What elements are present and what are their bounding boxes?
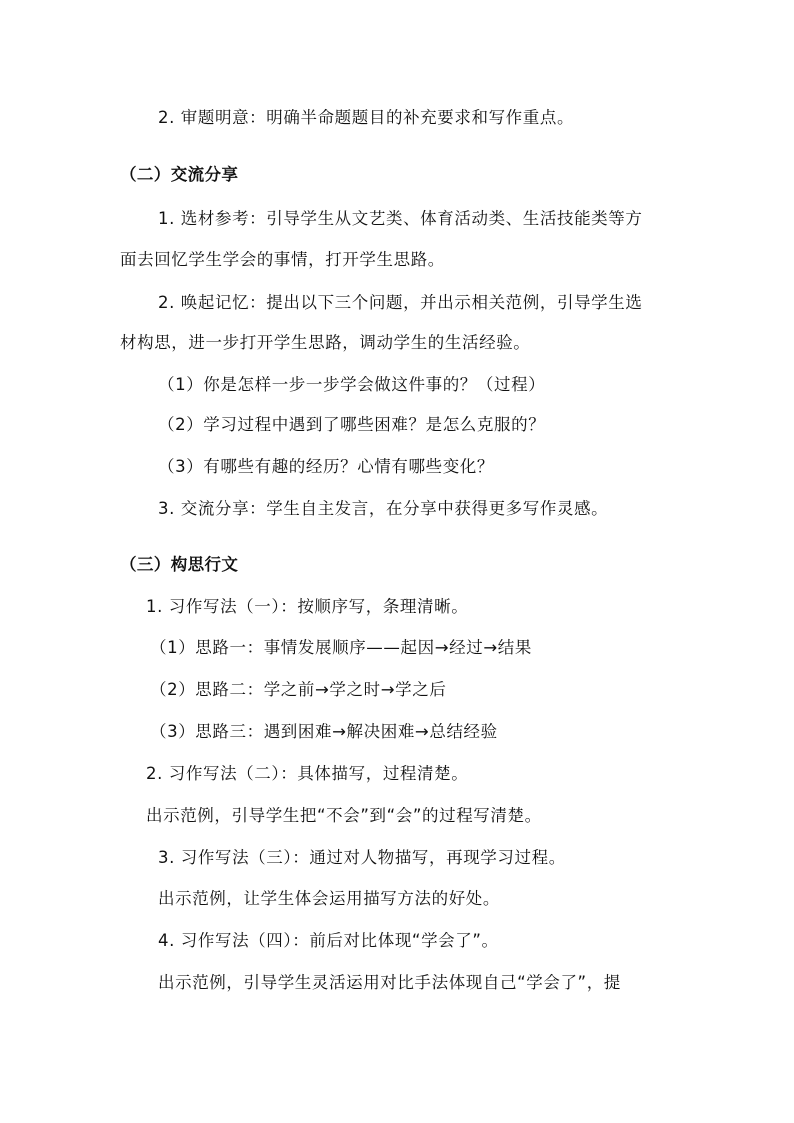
- list-item: （2）学习过程中遇到了哪些困难？是怎么克服的？: [158, 415, 546, 434]
- paragraph-line: 2. 审题明意：明确半命题题目的补充要求和写作重点。: [158, 108, 575, 127]
- paragraph-line: 1. 习作写法（一）：按顺序写，条理清晰。: [146, 597, 469, 616]
- section-heading: （三）构思行文: [120, 555, 239, 574]
- paragraph-line: 出示范例，引导学生把“不会”到“会”的过程写清楚。: [146, 806, 542, 825]
- paragraph-line: 4. 习作写法（四）：前后对比体现“学会了”。: [158, 931, 499, 950]
- paragraph-line: 1. 选材参考：引导学生从文艺类、体育活动类、生活技能类等方: [158, 209, 643, 228]
- paragraph-line: 2. 习作写法（二）：具体描写，过程清楚。: [146, 764, 469, 783]
- list-item: （1）你是怎样一步一步学会做这件事的？（过程）: [158, 375, 546, 394]
- list-item: （1）思路一：事情发展顺序——起因→经过→结果: [150, 638, 532, 657]
- list-item: （3）思路三：遇到困难→解决困难→总结经验: [150, 722, 498, 741]
- paragraph-line: 3. 习作写法（三）：通过对人物描写，再现学习过程。: [158, 848, 566, 867]
- paragraph-line: 3. 交流分享：学生自主发言，在分享中获得更多写作灵感。: [158, 499, 609, 518]
- paragraph-line: 出示范例，让学生体会运用描写方法的好处。: [158, 889, 500, 908]
- section-heading: （二）交流分享: [120, 165, 239, 184]
- paragraph-line: 2. 唤起记忆：提出以下三个问题，并出示相关范例，引导学生选: [158, 293, 643, 312]
- list-item: （3）有哪些有趣的经历？心情有哪些变化？: [158, 457, 494, 476]
- list-item: （2）思路二：学之前→学之时→学之后: [150, 680, 447, 699]
- paragraph-line: 面去回忆学生学会的事情，打开学生思路。: [120, 250, 445, 269]
- paragraph-line: 出示范例，引导学生灵活运用对比手法体现自己“学会了”，提: [158, 973, 621, 992]
- paragraph-line: 材构思，进一步打开学生思路，调动学生的生活经验。: [120, 333, 531, 352]
